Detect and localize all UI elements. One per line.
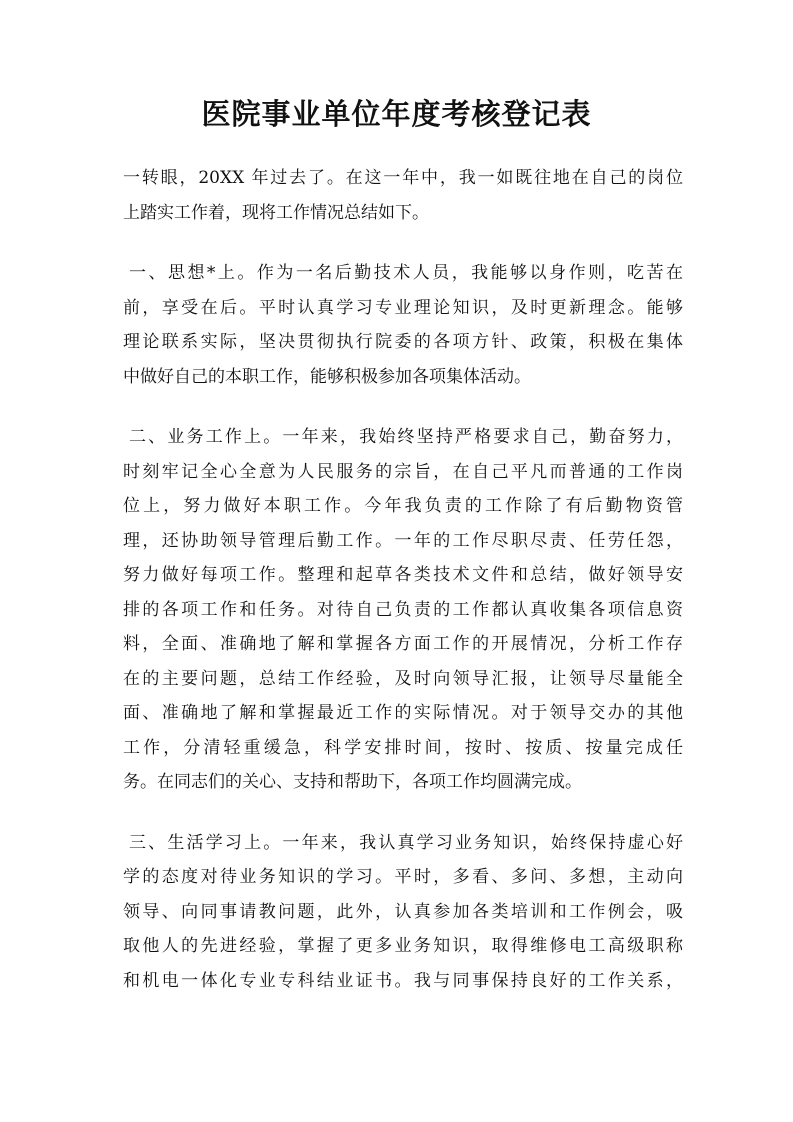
text-line: 时刻牢记全心全意为人民服务的宗旨，在自己平凡而普通的工作岗 xyxy=(123,461,683,482)
text-line: 中做好自己的本职工作，能够积极参加各项集体活动。 xyxy=(123,366,531,387)
document-body xyxy=(123,161,683,1024)
paragraph-intro xyxy=(123,161,683,230)
paragraph-study xyxy=(123,826,683,999)
text-line: 和机电一体化专业专科结业证书。我与同事保持良好的工作关系， xyxy=(123,970,683,991)
text-line: 二、业务工作上。一年来，我始终坚持严格要求自己，勤奋努力， xyxy=(129,427,683,447)
text-line: 工作，分清轻重缓急，科学安排时间，按时、按质、按量完成任 xyxy=(123,737,683,758)
text-line: 三、生活学习上。一年来，我认真学习业务知识，始终保持虚心好 xyxy=(129,832,683,853)
document-title: 医院事业单位年度考核登记表 xyxy=(201,97,592,131)
text-line: 面、准确地了解和掌握最近工作的实际情况。对于领导交办的其他 xyxy=(123,703,683,723)
text-line: 理论联系实际，坚决贯彻执行院委的各项方针、政策，积极在集体 xyxy=(123,332,683,352)
text-line: 理，还协助领导管理后勤工作。一年的工作尽职尽责、任劳任怨， xyxy=(123,530,683,551)
text-line: 学的态度对待业务知识的学习。平时，多看、多问、多想，主动向 xyxy=(123,867,683,887)
text-line: 领导、向同事请教问题，此外，认真参加各类培训和工作例会，吸 xyxy=(123,901,683,922)
text-line: 务。在同志们的关心、支持和帮助下，各项工作均圆满完成。 xyxy=(123,772,582,792)
text-line: 上踏实工作着，现将工作情况总结如下。 xyxy=(123,202,429,223)
text-line: 在的主要问题，总结工作经验，及时向领导汇报，让领导尽量能全 xyxy=(123,668,683,689)
text-line: 前，享受在后。平时认真学习专业理论知识，及时更新理念。能够 xyxy=(123,297,683,318)
text-line: 排的各项工作和任务。对待自己负责的工作都认真收集各项信息资 xyxy=(123,599,683,620)
text-line: 取他人的先进经验，掌握了更多业务知识，取得维修电工高级职称 xyxy=(123,936,683,956)
text-line: 位上，努力做好本职工作。今年我负责的工作除了有后勤物资管 xyxy=(123,496,683,516)
text-line: 一、思想*上。作为一名后勤技术人员，我能够以身作则，吃苦在 xyxy=(129,263,683,283)
text-line: 一转眼，20XX 年过去了。在这一年中，我一如既往地在自己的岗位 xyxy=(123,168,683,188)
text-line: 料，全面、准确地了解和掌握各方面工作的开展情况，分析工作存 xyxy=(123,634,683,654)
paragraph-work xyxy=(123,420,683,800)
paragraph-ideology xyxy=(123,256,683,394)
text-line: 努力做好每项工作。整理和起草各类技术文件和总结，做好领导安 xyxy=(123,565,683,585)
